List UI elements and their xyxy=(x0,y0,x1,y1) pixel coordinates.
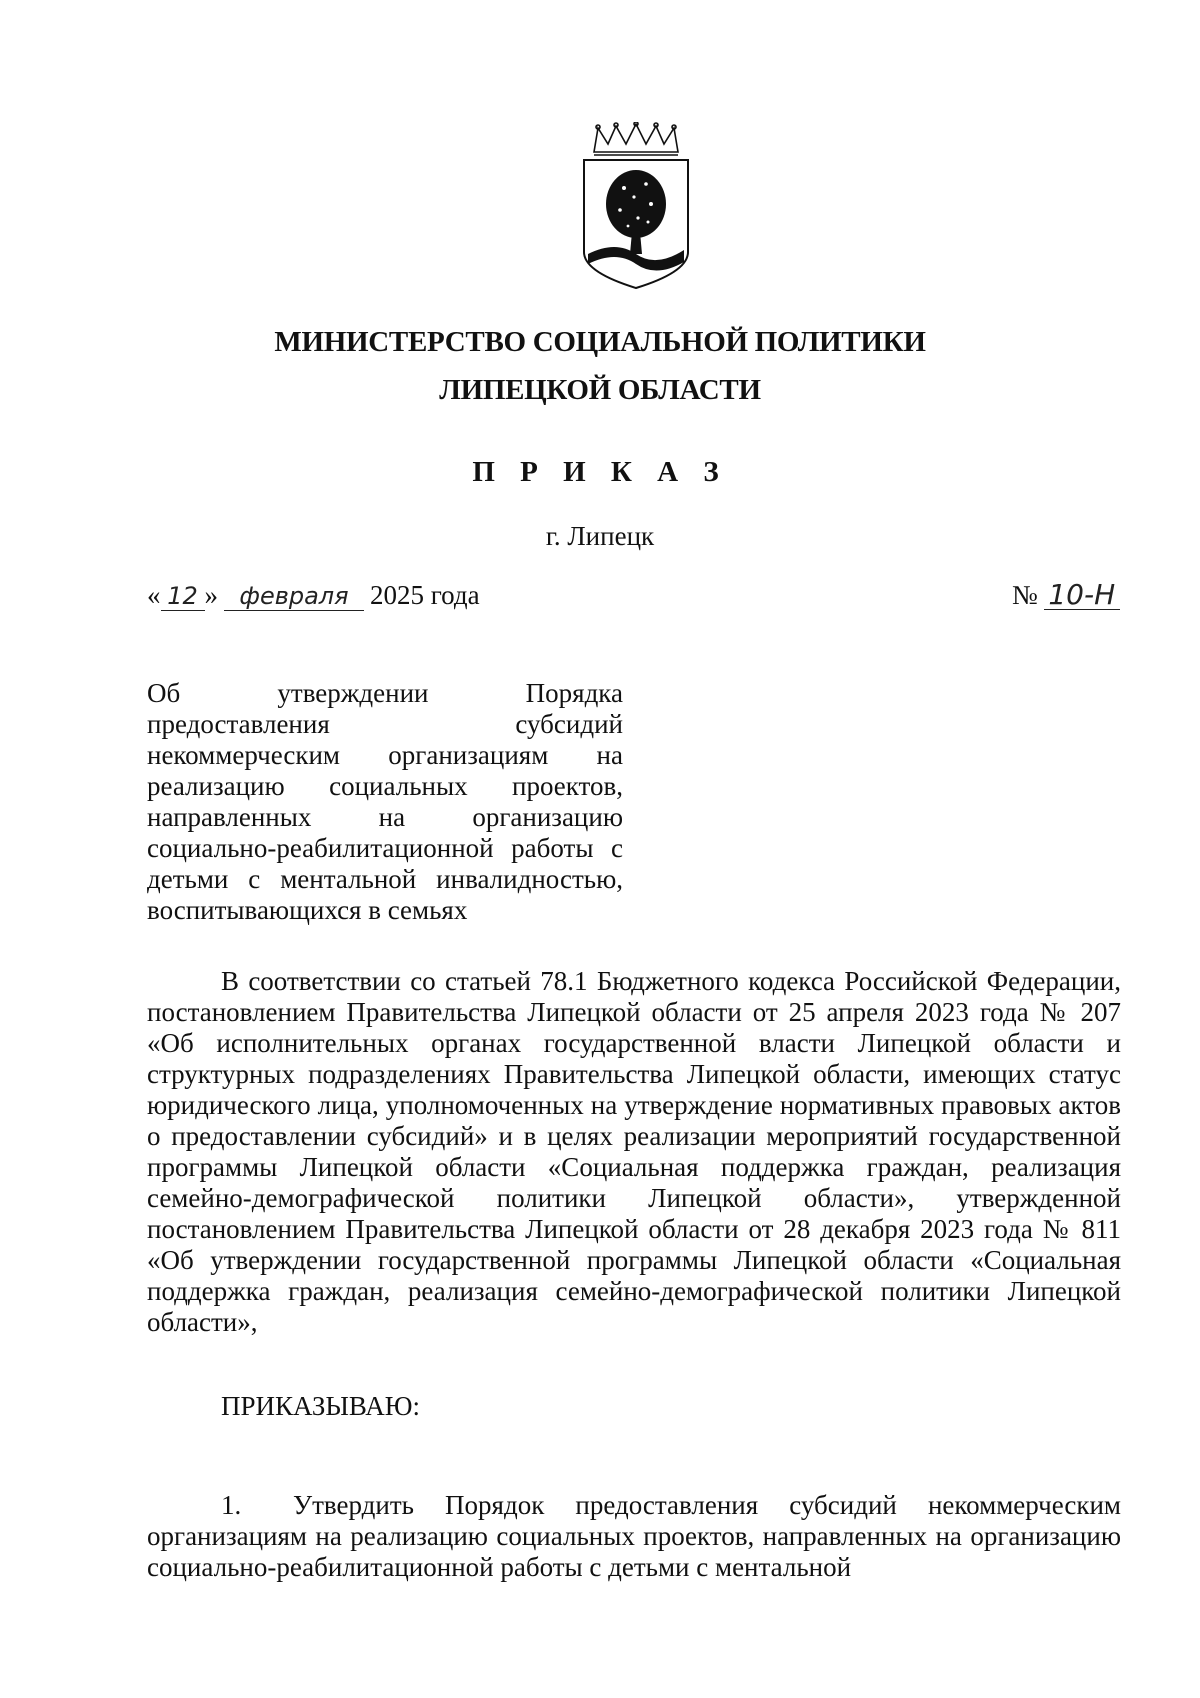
order-number-handwritten: 10-Н xyxy=(1044,581,1120,610)
document-type-title: П Р И К А З xyxy=(472,456,728,488)
order-number-prefix: № xyxy=(1012,580,1038,610)
coat-of-arms-icon xyxy=(576,122,696,292)
date-year: 2025 года xyxy=(370,580,480,610)
ministry-name-line2: ЛИПЕЦКОЙ ОБЛАСТИ xyxy=(439,374,761,406)
date-month-handwritten: февраля xyxy=(224,582,364,611)
city-line: г. Липецк xyxy=(545,521,655,551)
order-directive-word: ПРИКАЗЫВАЮ: xyxy=(221,1391,420,1421)
date-open-quote: « xyxy=(147,580,161,610)
preamble-paragraph: В соответствии со статьей 78.1 Бюджетного кодекса Российской Федерации, постановлением Правительства Липецкой области от 25 апреля 2023 года № 207 «Об исполнительных органах государственной власти Липецкой области и структурных подразделениях Правительства Липецкой области, имеющих статус юридического лица, уполномоченных на утверждение нормативных правовых актов о предоставлении субсидий» и в целях реализации мероприятий государственной программы Липецкой области «Социальная поддержка граждан, реализация семейно-демографической политики Липецкой области», утвержденной постановлением Правительства Липецкой области от 28 декабря 2023 года № 811 «Об утверждении государственной программы Липецкой области «Социальная поддержка граждан, реализация семейно-демографической политики Липецкой области», xyxy=(147,966,1121,1337)
order-number xyxy=(1012,580,1120,611)
order-date xyxy=(147,580,480,611)
order-item xyxy=(147,1490,1121,1583)
date-close-quote: » xyxy=(204,580,218,610)
ministry-name xyxy=(0,318,1200,414)
order-subject: Об утверждении Порядка предоставления субсидий некоммерческим организациям на реализацию социальных проектов, направленных на организацию социально-реабилитационной работы с детьми с ментальной инвалидностью, воспитывающихся в семьях xyxy=(147,678,623,925)
date-day-handwritten: 12 xyxy=(161,582,205,611)
ministry-name-line1: МИНИСТЕРСТВО СОЦИАЛЬНОЙ ПОЛИТИКИ xyxy=(274,326,926,358)
order-item-text: Утвердить Порядок предоставления субсидий некоммерческим организациям на реализацию социальных проектов, направленных на организацию социально-реабилитационной работы с детьми с ментальной xyxy=(147,1490,1121,1582)
order-item-number: 1. xyxy=(221,1490,242,1520)
